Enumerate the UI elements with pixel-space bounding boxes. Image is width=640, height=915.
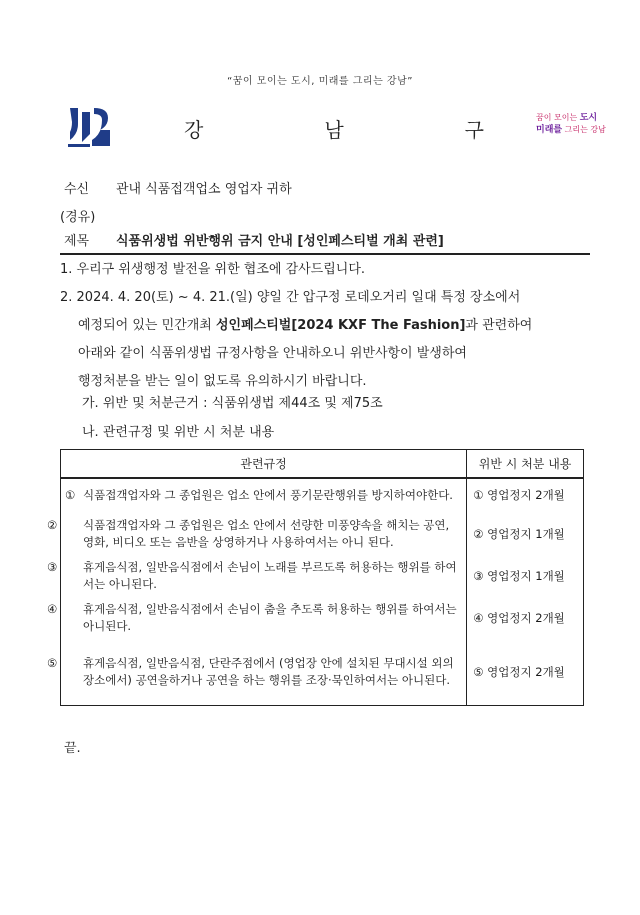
regulation-text: 식품접객업자와 그 종업원은 업소 안에서 풍기문란행위를 방지하여야한다. bbox=[83, 487, 453, 502]
regulation-cell bbox=[47, 512, 467, 556]
regulation-cell bbox=[47, 640, 467, 706]
org-name-char: 남 bbox=[324, 118, 344, 142]
slogan-logo-bold: 미래를 bbox=[536, 125, 563, 135]
row-number: ① bbox=[65, 487, 76, 502]
recipient-line bbox=[60, 178, 292, 197]
org-name-char: 강 bbox=[184, 118, 204, 142]
document-header bbox=[64, 100, 604, 160]
subject-label: 제목 bbox=[64, 234, 90, 249]
row-number: ③ bbox=[47, 559, 58, 574]
row-number: ④ bbox=[47, 601, 58, 616]
recipient-value: 관내 식품접객업소 영업자 귀하 bbox=[116, 182, 292, 197]
paragraph-2-line: 행정처분을 받는 일이 없도록 유의하시기 바랍니다. bbox=[78, 374, 367, 389]
regulation-text: 휴게음식점, 일반음식점, 단란주점에서 (영업장 안에 설치된 무대시설 외의 장소에서) 공연을하거나 공연을 하는 행위를 조장·묵인하여서는 아니된다. bbox=[83, 656, 454, 688]
row-number: ② bbox=[47, 517, 58, 532]
slogan-logo-bold: 도시 bbox=[579, 113, 598, 123]
sub-item-b: 나. 관련규정 및 위반 시 처분 내용 bbox=[82, 425, 275, 440]
festival-name: 성인페스티벌[2024 KXF The Fashion] bbox=[215, 318, 466, 333]
sub-item-a: 가. 위반 및 처분근거 : 식품위생법 제44조 및 제75조 bbox=[82, 396, 383, 411]
subject-line bbox=[60, 230, 590, 255]
regulation-text: 식품접객업자와 그 종업원은 업소 안에서 선량한 미풍양속을 해치는 공연, 영화, 비디오 또는 음반을 상영하거나 사용하여서는 아니 된다. bbox=[83, 517, 450, 549]
slogan-logo-text: 꿈이 모이는 bbox=[536, 113, 580, 122]
table-row bbox=[61, 556, 584, 596]
paragraph-2-text: 과 관련하여 bbox=[465, 318, 533, 333]
paragraph-2-line: 2. 2024. 4. 20(토) ~ 4. 21.(일) 양일 간 압구정 로데오거리 일대 특정 장소에서 bbox=[60, 290, 521, 305]
row-number: ⑤ bbox=[47, 656, 58, 671]
slogan-logo-text: 그리는 강남 bbox=[562, 125, 606, 134]
paragraph-2-text: 예정되어 있는 민간개최 bbox=[78, 318, 216, 333]
paragraph-2-line: 아래와 같이 식품위생법 규정사항을 안내하오니 위반사항이 발생하여 bbox=[78, 346, 467, 361]
penalty-cell: ⑤ 영업정지 2개월 bbox=[467, 640, 584, 706]
regulations-table bbox=[47, 449, 584, 706]
penalty-cell: ① 영업정지 2개월 bbox=[467, 478, 584, 512]
regulation-cell bbox=[47, 556, 467, 596]
paragraph-1: 1. 우리구 위생행정 발전을 위한 협조에 감사드립니다. bbox=[60, 262, 366, 277]
end-mark: 끝. bbox=[64, 741, 81, 756]
regulation-text: 휴게음식점, 일반음식점에서 손님이 노래를 부르도록 허용하는 행위를 하여서는 아니된다. bbox=[83, 559, 457, 591]
column-header-penalty: 위반 시 처분 내용 bbox=[467, 450, 584, 478]
slogan: “꿈이 모이는 도시, 미래를 그리는 강남” bbox=[227, 76, 413, 87]
gangnam-logo-icon bbox=[64, 104, 114, 150]
via-line: (경유) bbox=[60, 210, 96, 225]
subject-value: 식품위생법 위반행위 금지 안내 [성인페스티벌 개최 관련] bbox=[116, 234, 444, 249]
table-row bbox=[61, 596, 584, 640]
table-row bbox=[61, 478, 584, 512]
regulation-cell bbox=[61, 478, 467, 512]
penalty-cell: ③ 영업정지 1개월 bbox=[467, 556, 584, 596]
column-header-regulation: 관련규정 bbox=[61, 450, 467, 478]
penalty-cell: ④ 영업정지 2개월 bbox=[467, 596, 584, 640]
org-name-char: 구 bbox=[464, 118, 484, 142]
regulation-text: 휴게음식점, 일반음식점에서 손님이 춤을 추도록 허용하는 행위를 하여서는 아니된다. bbox=[83, 601, 457, 633]
recipient-label: 수신 bbox=[64, 182, 90, 197]
paragraph-2 bbox=[60, 284, 600, 396]
table-header-row bbox=[61, 450, 584, 478]
slogan-logo bbox=[536, 112, 614, 136]
organization-name bbox=[184, 114, 484, 143]
table-row bbox=[61, 512, 584, 556]
paragraph-2-line bbox=[60, 312, 600, 340]
penalty-cell: ② 영업정지 1개월 bbox=[467, 512, 584, 556]
table-row bbox=[61, 640, 584, 706]
regulation-cell bbox=[47, 596, 467, 640]
